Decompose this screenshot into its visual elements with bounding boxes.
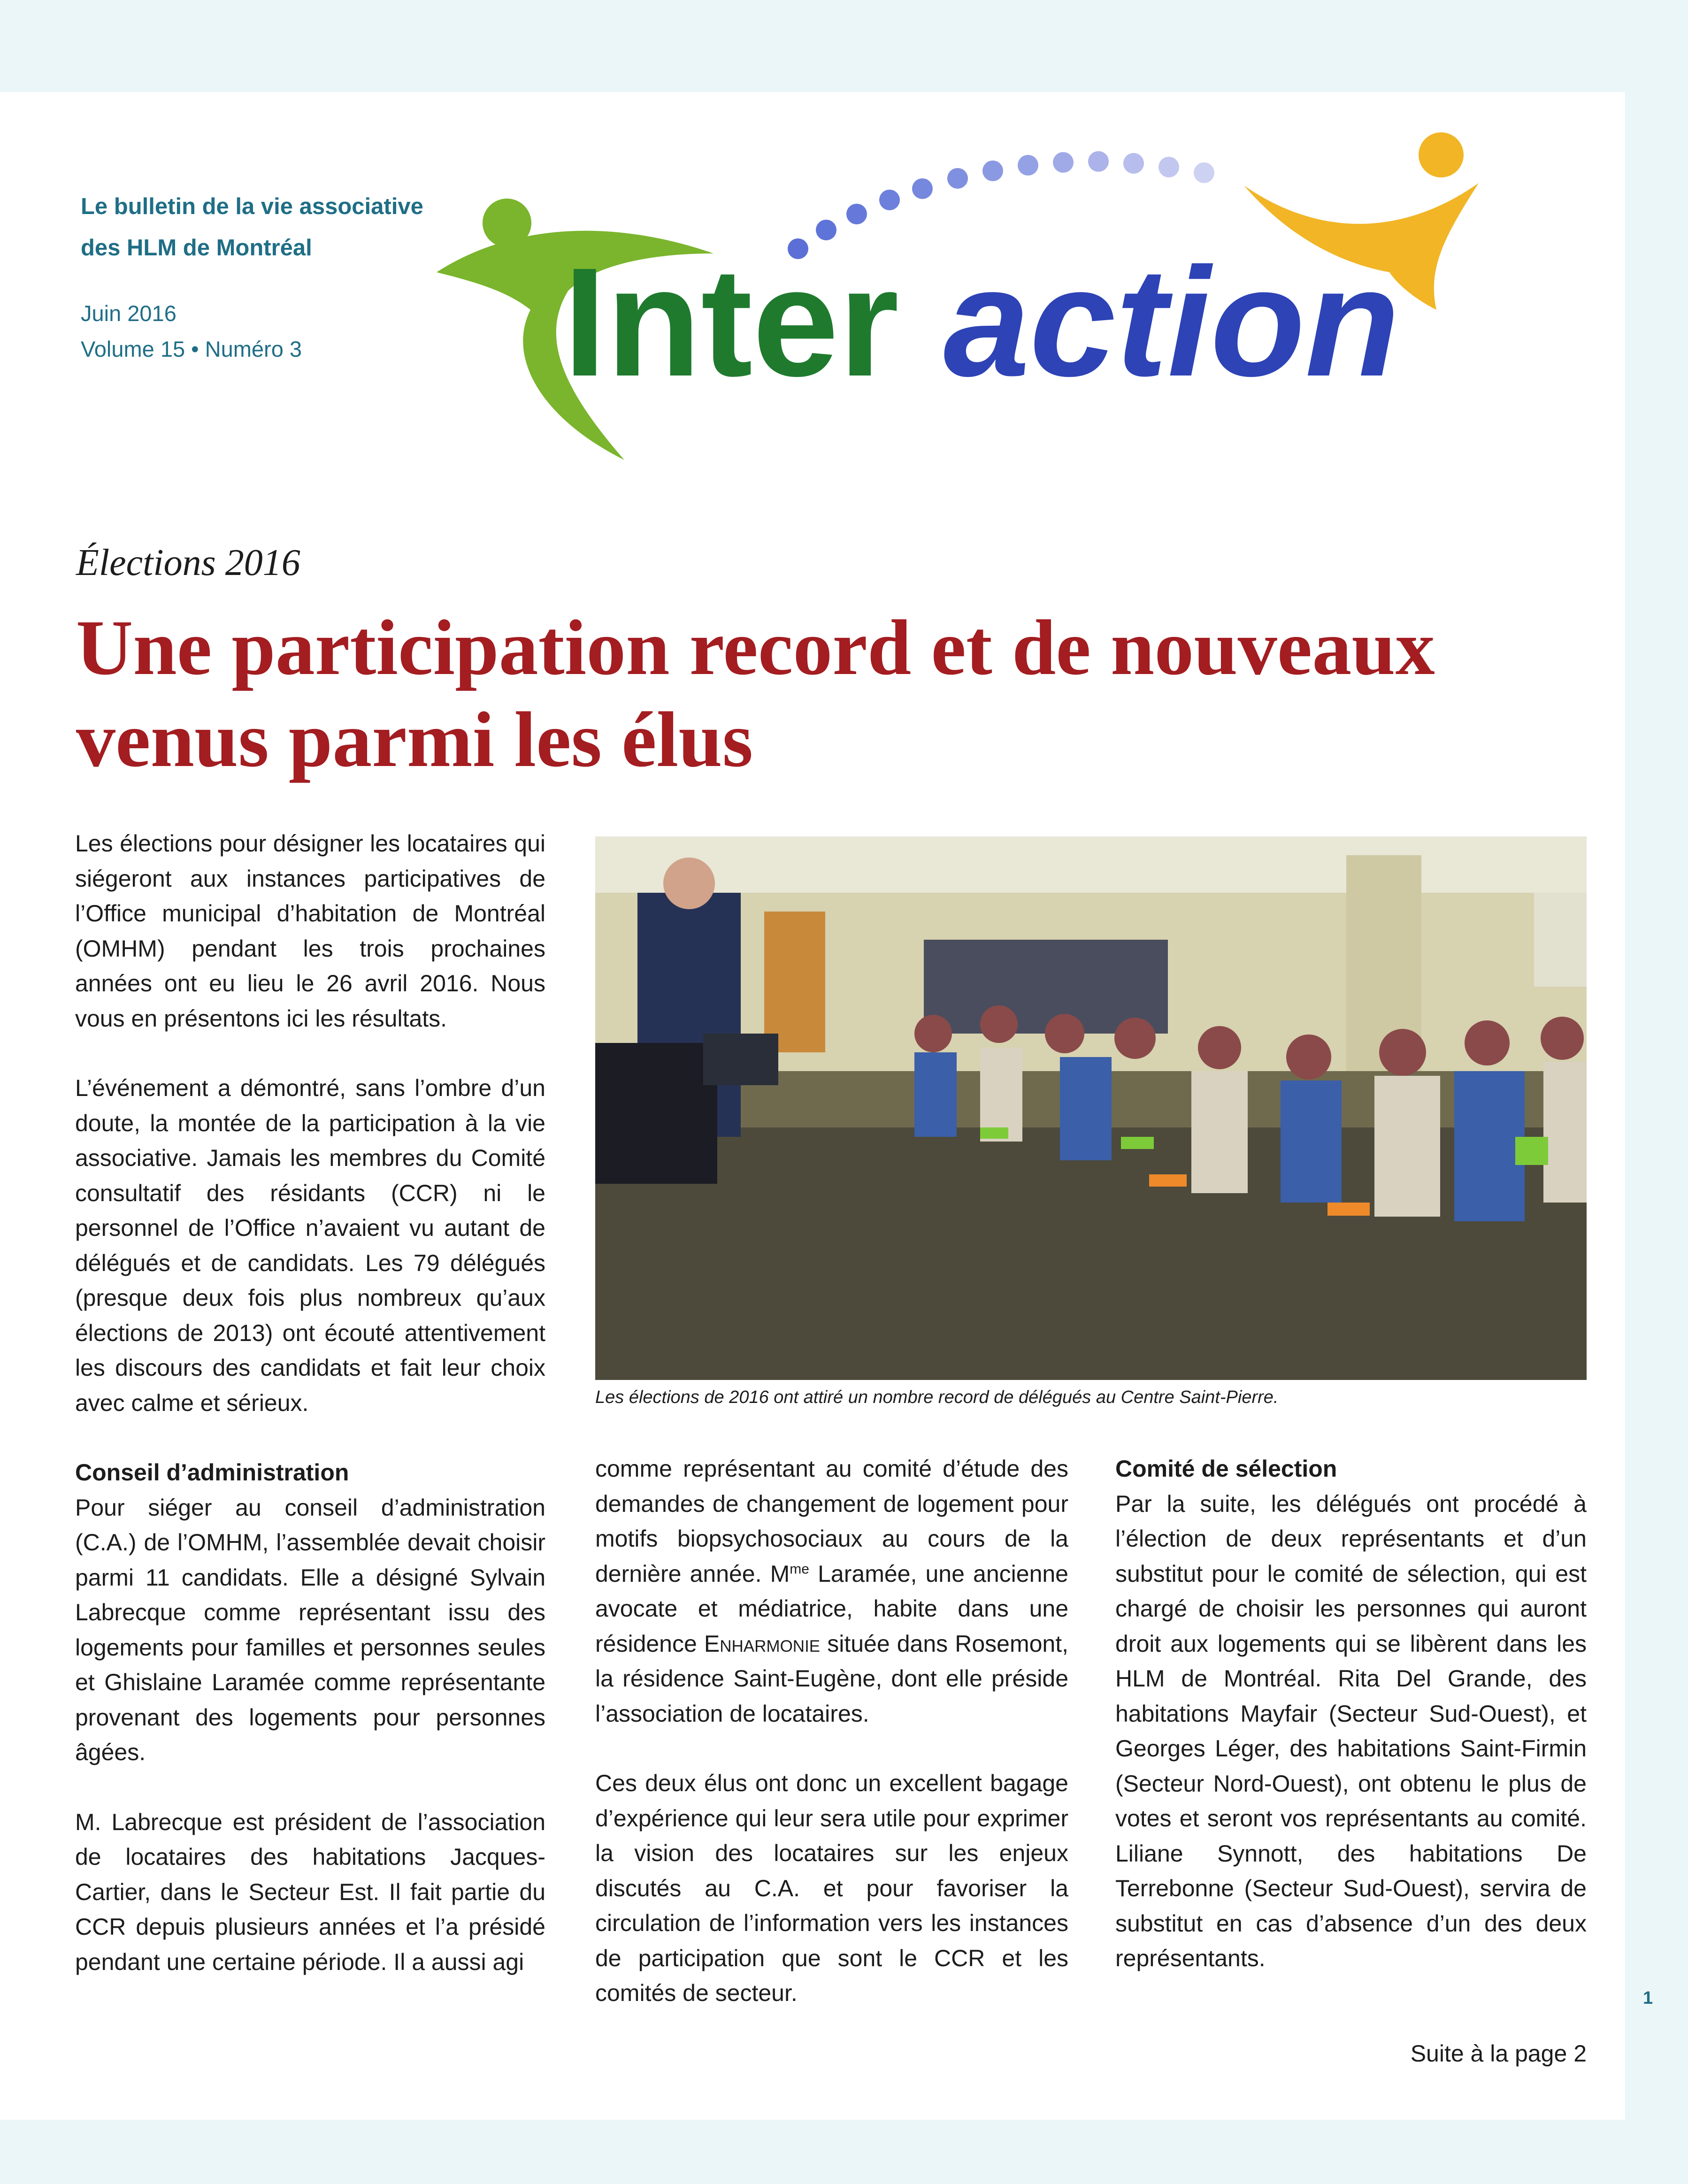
subheading-comite: Comité de sélection — [1115, 1456, 1337, 1482]
interaction-logo — [422, 113, 1568, 498]
paragraph-labrecque: M. Labrecque est président de l’association de locataires des habitations Jacques-Cartier, dans le Secteur Est. Il fait partie du CCR depuis plusieurs années et l’a présidé pendant une certaine période. Il a aussi agi — [75, 1809, 545, 1975]
enharmonie-name: Enharmonie — [704, 1630, 821, 1657]
paragraph-conseil: Pour siéger au conseil d’administration (C.A.) de l’OMHM, l’assemblée devait choisir parmi 11 candidats. Elle a désigné Sylvain Labrecque comme représentant issu des logements pour familles et personnes seules et Ghislaine Laramée comme représentante provenant des logements pour personnes âgées. — [75, 1494, 545, 1765]
paragraph-intro: Les élections pour désigner les locataires qui siégeront aux instances participatives de l’Office municipal d’habitation de Montréal (OMHM) pendant les trois prochaines années ont eu lieu le 26 avril 2016. Nous vous en présentons ici les résultats. — [75, 830, 545, 1032]
subheading-conseil: Conseil d’administration — [75, 1459, 349, 1486]
newsletter-page — [0, 92, 1653, 2120]
logo-text-inter: Inter — [563, 235, 899, 408]
column-3 — [1115, 1451, 1587, 2011]
article-headline: Une participation record et de nouveaux venus parmi les élus — [76, 604, 1435, 783]
issue-date: Juin 2016 — [81, 301, 176, 326]
election-assembly-photo — [595, 836, 1587, 1380]
paragraph-laramee-part2: Laramée, une ancienne avocate et médiatrice, habite dans une résidence — [595, 1560, 1068, 1657]
paragraph-event: L’événement a démontré, sans l’ombre d’un doute, la montée de la participation à la vie associative. Jamais les membres du Comité consultatif des résidants (CCR) ni le personnel de l’Office n’avaient vu autant de délégués et de candidats. Les 79 délégués (presque deux fois plus nombreux qu’aux élections de 2013) ont écouté attentivement les discours des candidats et fait leur choix avec calme et sérieux. — [75, 1075, 545, 1416]
continued-link[interactable]: Suite à la page 2 — [1410, 2040, 1587, 2067]
column-1 — [75, 826, 545, 1979]
paragraph-laramee-part1: comme représentant au comité d’étude des demandes de changement de logement pour motifs biopsychosociaux au cours de la dernière année. M — [595, 1456, 1068, 1587]
column-2 — [595, 1451, 1068, 2046]
article-kicker: Élections 2016 — [76, 542, 300, 583]
tagline-line2: des HLM de Montréal — [81, 235, 312, 261]
issue-volume: Volume 15 • Numéro 3 — [81, 337, 302, 361]
photo-caption: Les élections de 2016 ont attiré un nombre record de délégués au Centre Saint-Pierre. — [595, 1387, 1279, 1407]
tagline-line1: Le bulletin de la vie associative — [81, 194, 423, 219]
paragraph-laramee-part3: située dans Rosemont, la résidence Saint-Eugène, dont elle préside l’association de locataires. — [595, 1630, 1068, 1727]
page-number: 1 — [1643, 1988, 1653, 2008]
paragraph-laramee — [595, 1451, 1068, 1731]
paragraph-comite: Par la suite, les délégués ont procédé à l’élection de deux représentants et d’un substitut pour le comité de sélection, qui est chargé de choisir les personnes qui auront droit aux logements qui se libèrent dans les HLM de Montréal. Rita Del Grande, des habitations Mayfair (Secteur Sud-Ouest), et Georges Léger, des habitations Saint-Firmin (Secteur Nord-Ouest), ont obtenu le plus de votes et seront vos représentants au comité. Liliane Synnott, des habitations De Terrebonne (Secteur Sud-Ouest), servira de substitut en cas d’absence d’un des deux représentants. — [1115, 1490, 1587, 1971]
mme-superscript: me — [790, 1561, 809, 1577]
logo-text-action: action — [944, 235, 1400, 408]
paragraph-experience: Ces deux élus ont donc un excellent bagage d’expérience qui leur sera utile pour exprimer la vision des locataires sur les enjeux discutés au C.A. et pour favoriser la circulation de l’information vers les instances de participation que sont le CCR et les comités de secteur. — [595, 1770, 1068, 2006]
